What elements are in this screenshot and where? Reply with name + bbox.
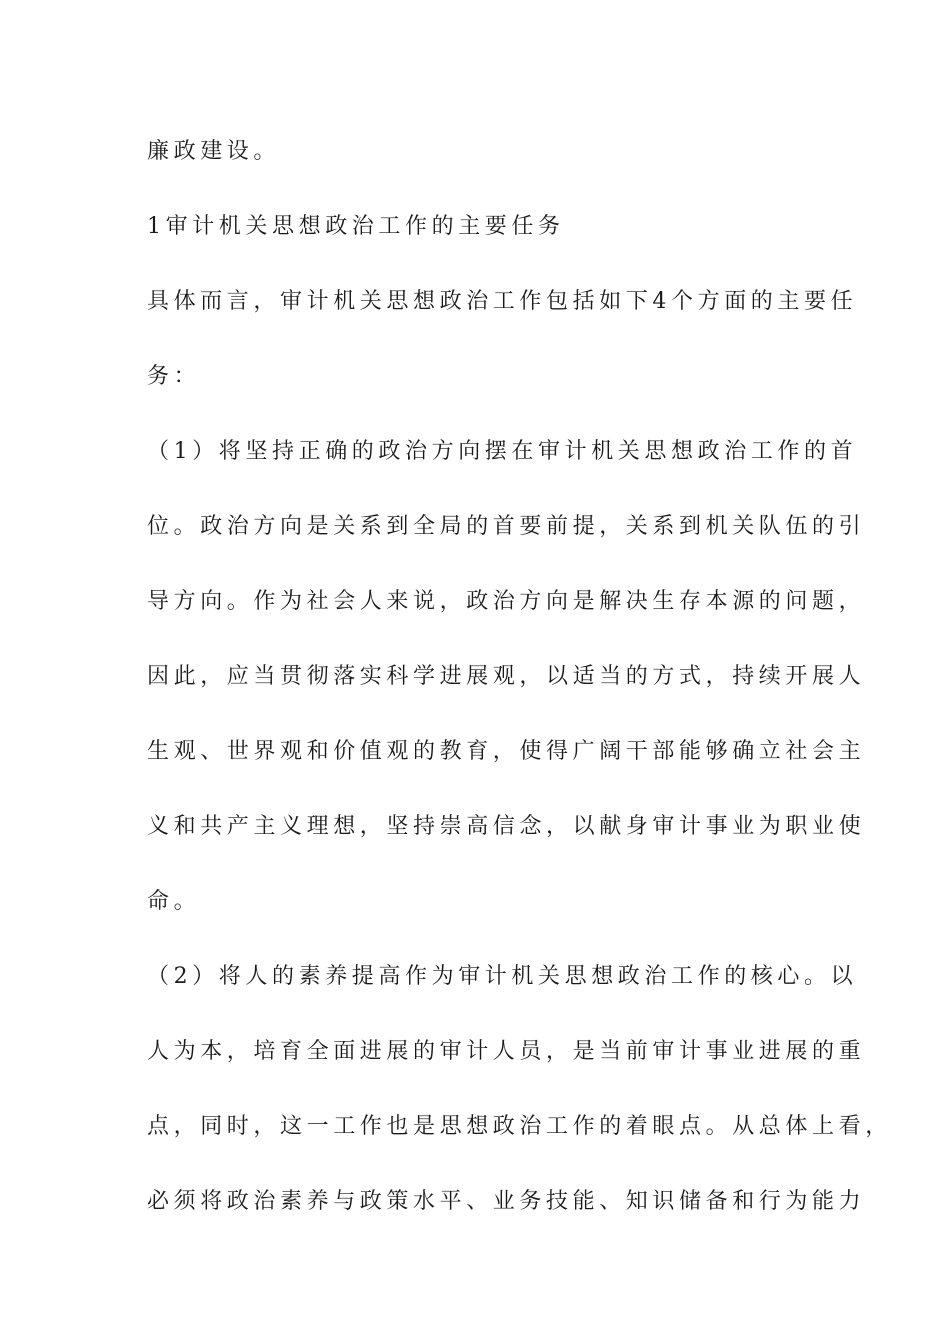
text-line: 位。政治方向是关系到全局的首要前提，关系到机关队伍的引 (147, 514, 866, 539)
section-heading: 1审计机关思想政治工作的主要任务 (147, 214, 565, 239)
text-line: 义和共产主义理想，坚持崇高信念，以献身审计事业为职业使 (147, 814, 866, 839)
text-line: 点，同时，这一工作也是思想政治工作的着眼点。从总体上看， (147, 1114, 892, 1139)
text-line: 生观、世界观和价值观的教育，使得广阔干部能够确立社会主 (147, 739, 866, 764)
text-line: （2）将人的素养提高作为审计机关思想政治工作的核心。以 (147, 964, 858, 989)
text-line: 具体而言，审计机关思想政治工作包括如下4个方面的主要任 (147, 289, 858, 314)
text-line: 廉政建设。 (147, 139, 281, 164)
text-line: （1）将坚持正确的政治方向摆在审计机关思想政治工作的首 (147, 439, 858, 464)
text-line: 人为本，培育全面进展的审计人员，是当前审计事业进展的重 (147, 1039, 866, 1064)
text-line: 导方向。作为社会人来说，政治方向是解决生存本源的问题， (147, 589, 866, 614)
text-line: 因此，应当贯彻落实科学进展观，以适当的方式，持续开展人 (147, 664, 866, 689)
text-line: 命。 (147, 889, 201, 914)
text-line: 必须将政治素养与政策水平、业务技能、知识储备和行为能力 (147, 1189, 866, 1214)
text-line: 务： (147, 364, 201, 389)
